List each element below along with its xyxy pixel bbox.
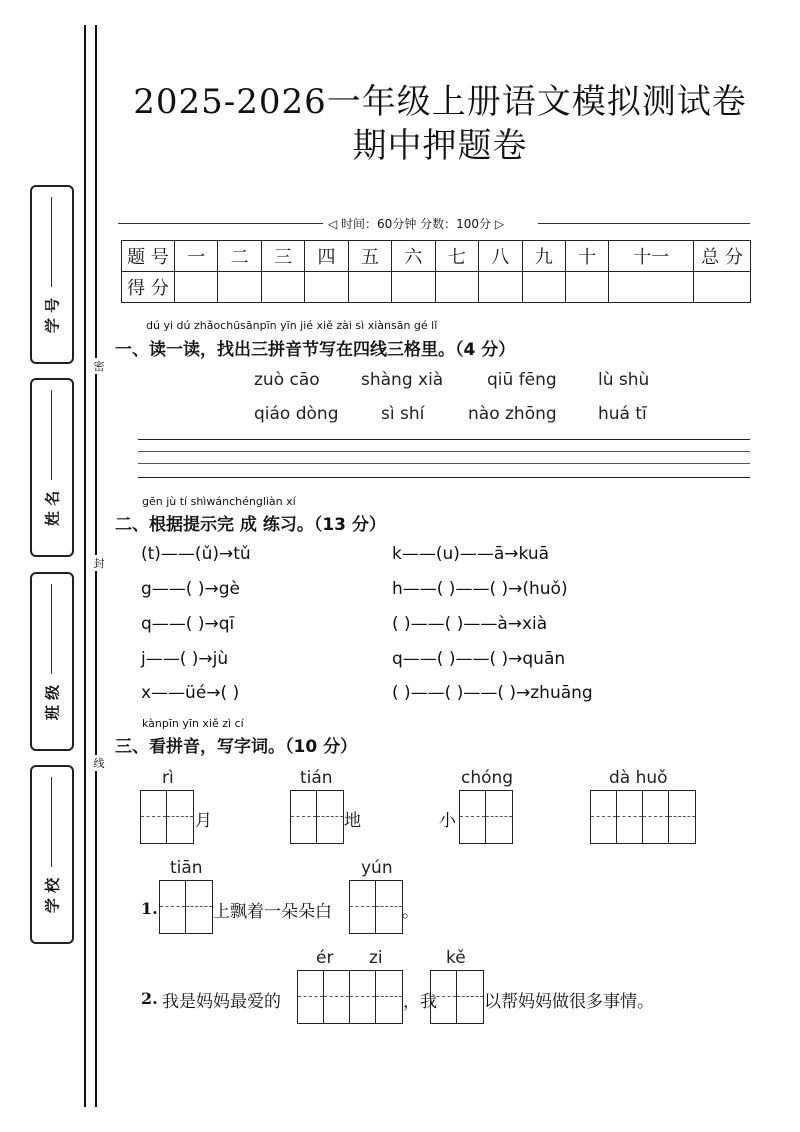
writing-grid[interactable]: [590, 790, 696, 844]
school-label: 学 校: [43, 877, 62, 914]
q2-number: 2.: [141, 989, 158, 1008]
q2-text: 我是妈妈最爱的: [162, 992, 281, 1012]
syllable: sì shí: [381, 404, 425, 424]
seal-char-xian: 线: [93, 757, 105, 770]
q1-pinyin-a: tiān: [170, 858, 203, 878]
score-col-1: 一: [175, 241, 218, 272]
score-row2-header: 得 分: [122, 272, 175, 303]
q2-text-end: 以帮妈妈做很多事情。: [484, 992, 654, 1012]
score-cell[interactable]: [305, 272, 348, 303]
score-col-2: 二: [218, 241, 261, 272]
score-col-6: 六: [392, 241, 435, 272]
syllable: qiáo dòng: [254, 404, 339, 424]
section1-pinyin: dú yi dú zhǎochūsānpīn yīn jié xiě zài sì xiànsān gé lǐ: [146, 319, 438, 332]
writing-grid[interactable]: [459, 790, 513, 844]
school-box: [30, 765, 74, 944]
exercise-item[interactable]: k——(u)——ā→kuā: [392, 544, 550, 564]
writing-grid[interactable]: [430, 970, 484, 1024]
exercise-item[interactable]: q——( )→qī: [141, 614, 235, 634]
exercise-item[interactable]: g——( )→gè: [141, 579, 240, 599]
exercise-item[interactable]: ( )——( )——( )→zhuāng: [392, 683, 593, 703]
score-col-4: 四: [305, 241, 348, 272]
q1-text: 上飘着一朵朵白: [213, 902, 332, 922]
q1-text-end: 。: [402, 902, 419, 922]
q2-text-mid: ，我: [403, 992, 437, 1012]
word-pinyin: dà huǒ: [609, 768, 668, 788]
score-cell[interactable]: [609, 272, 694, 303]
score-col-5: 五: [348, 241, 391, 272]
score-col-11: 十一: [609, 241, 694, 272]
class-box: [30, 572, 74, 751]
exercise-item[interactable]: h——( )——( )→(huǒ): [392, 579, 568, 599]
class-label: 班 级: [43, 684, 62, 721]
student-id-label: 学 号: [43, 297, 62, 334]
syllable: shàng xià: [361, 370, 444, 390]
exercise-item[interactable]: j——( )→jù: [141, 649, 229, 669]
section2-title: 二、根据提示完 成 练习。（13 分）: [115, 515, 386, 535]
q1-number: 1.: [141, 899, 158, 918]
writing-grid[interactable]: [297, 970, 403, 1024]
syllable: nào zhōng: [468, 404, 557, 424]
score-col-3: 三: [261, 241, 304, 272]
score-cell[interactable]: [392, 272, 435, 303]
syllable: qiū fēng: [487, 370, 557, 390]
q2-pinyin-a1: ér: [316, 948, 334, 968]
score-row-header: 题 号: [122, 241, 175, 272]
score-cell[interactable]: [522, 272, 565, 303]
score-cell[interactable]: [694, 272, 751, 303]
word-suffix: 月: [195, 811, 212, 831]
score-cell[interactable]: [261, 272, 304, 303]
score-col-8: 八: [479, 241, 522, 272]
section1-title: 一、读一读，找出三拼音节写在四线三格里。（4 分）: [115, 340, 516, 360]
seal-char-feng: 封: [93, 557, 105, 570]
score-col-9: 九: [522, 241, 565, 272]
page-title: 2025-2026一年级上册语文模拟测试卷: [133, 82, 747, 122]
student-name-box: [30, 378, 74, 557]
score-cell[interactable]: [218, 272, 261, 303]
word-pinyin: tián: [300, 768, 333, 788]
exercise-item[interactable]: x——üé→( ): [141, 683, 240, 703]
section3-title: 三、看拼音，写字词。（10 分）: [115, 737, 358, 757]
writing-grid[interactable]: [140, 790, 194, 844]
score-cell[interactable]: [565, 272, 608, 303]
page-subtitle: 期中押题卷: [352, 126, 528, 166]
word-suffix: 地: [344, 811, 361, 831]
exercise-item[interactable]: ( )——( )——à→xià: [392, 614, 548, 634]
syllable: zuò cāo: [254, 370, 320, 390]
writing-grid[interactable]: [290, 790, 344, 844]
exercise-item[interactable]: q——( )——( )→quān: [392, 649, 566, 669]
seal-char-mi: 密: [93, 360, 105, 373]
score-col-total: 总 分: [694, 241, 751, 272]
section2-pinyin: gēn jù tí shìwánchéngliàn xí: [142, 495, 296, 508]
syllable: huá tī: [598, 404, 647, 424]
writing-grid[interactable]: [349, 880, 403, 934]
writing-grid[interactable]: [159, 880, 213, 934]
q2-pinyin-b: kě: [446, 948, 466, 968]
student-id-box: [30, 185, 74, 364]
score-cell[interactable]: [479, 272, 522, 303]
exercise-item[interactable]: (t)——(ǔ)→tǔ: [141, 544, 251, 564]
score-cell[interactable]: [348, 272, 391, 303]
student-name-label: 姓 名: [43, 490, 62, 527]
score-col-7: 七: [435, 241, 478, 272]
score-col-10: 十: [565, 241, 608, 272]
score-table: [121, 240, 751, 303]
exam-meta: [118, 214, 750, 234]
word-pinyin: chóng: [461, 768, 514, 788]
score-cell[interactable]: [435, 272, 478, 303]
q2-pinyin-a2: zi: [369, 948, 383, 968]
q1-pinyin-b: yún: [361, 858, 393, 878]
word-pinyin: rì: [162, 768, 174, 788]
section3-pinyin: kànpīn yīn xiě zì cí: [142, 717, 244, 730]
score-cell[interactable]: [175, 272, 218, 303]
binding-line-left: [84, 25, 86, 1107]
syllable: lù shù: [598, 370, 650, 390]
exam-meta-text: ◁ 时间：60分钟 分数：100分 ▷: [328, 217, 505, 231]
word-prefix: 小: [439, 811, 456, 831]
